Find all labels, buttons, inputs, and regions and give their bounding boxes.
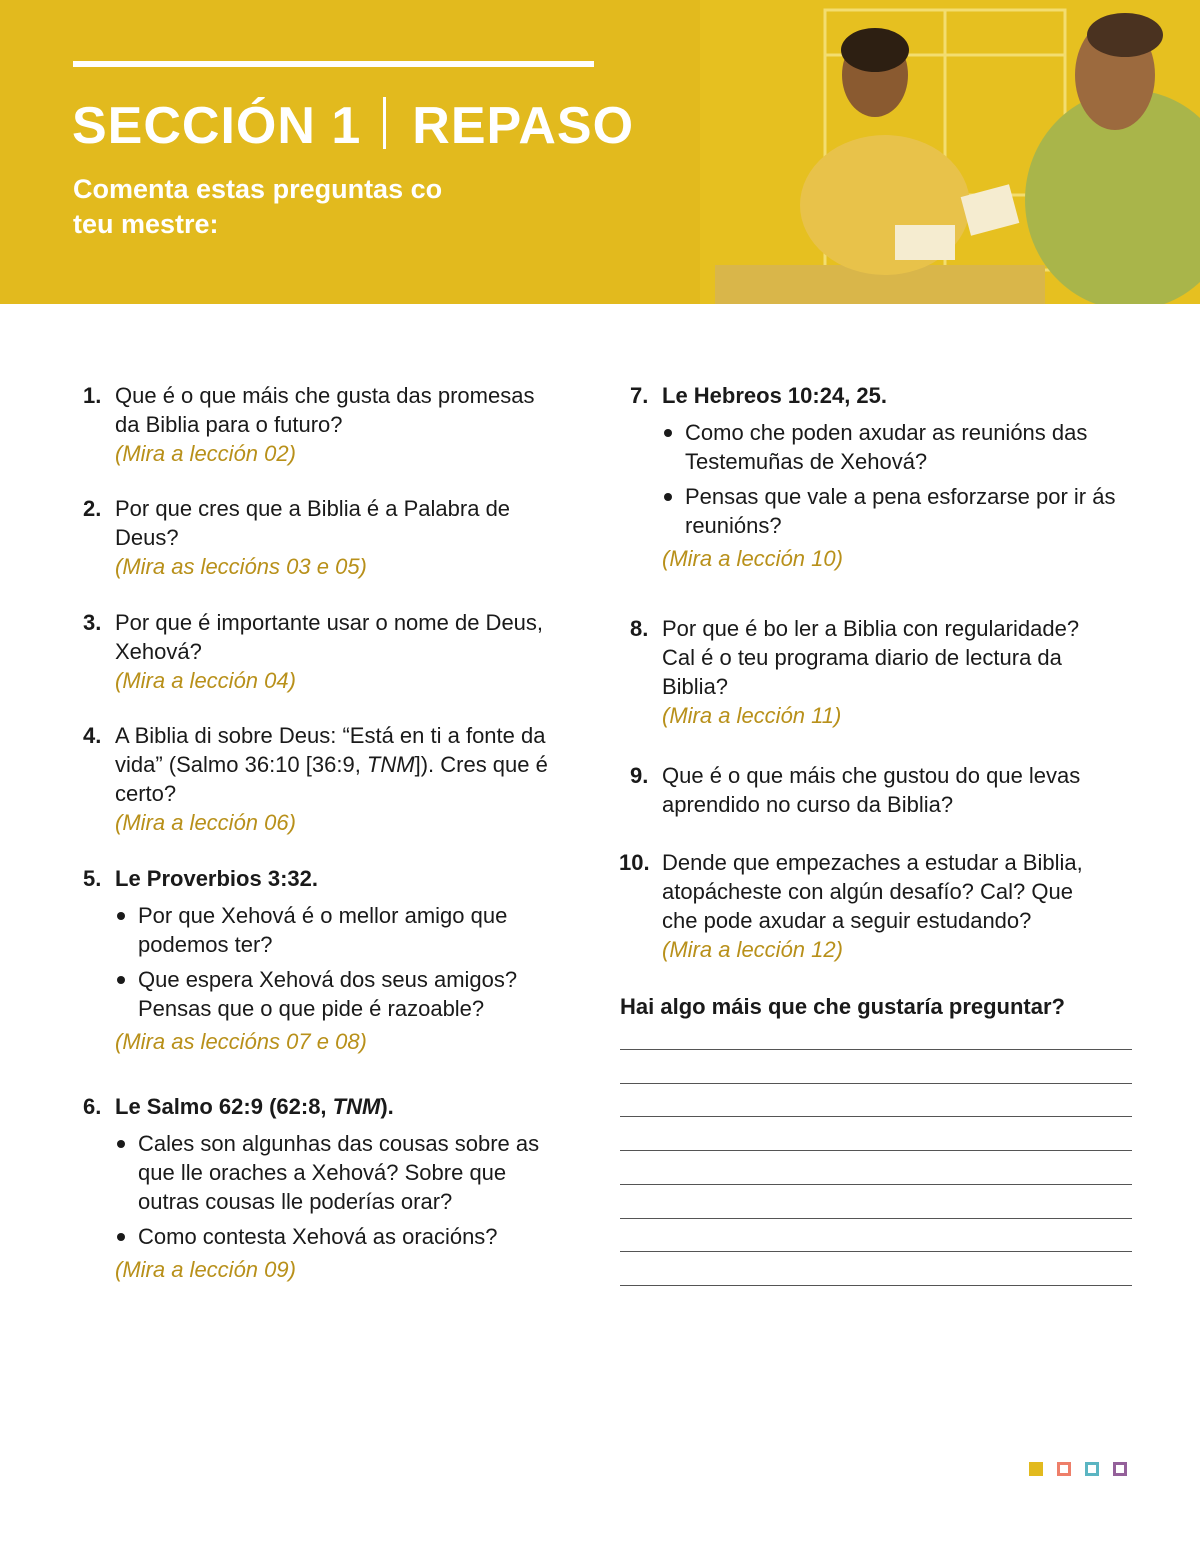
bullet-item: Como che poden axudar as reunións das Testemuñas de Xehová? — [662, 418, 1120, 476]
answer-line[interactable] — [620, 1251, 1132, 1252]
question-text: Por que cres que a Biblia é a Palabra de Deus? — [115, 496, 511, 550]
section-indicator-filled — [1029, 1462, 1043, 1476]
answer-line[interactable] — [620, 1218, 1132, 1219]
question-number: 7. — [630, 383, 649, 408]
study-illustration — [700, 0, 1200, 304]
title-divider — [383, 97, 386, 149]
question-text: Que é o que máis che gustou do que levas aprendido no curso da Biblia? — [662, 763, 1081, 817]
question-9 — [630, 761, 1100, 819]
section-label: SECCIÓN 1 — [72, 97, 362, 155]
question-text: Por que é importante usar o nome de Deus, Xehová? — [115, 610, 544, 664]
question-number: 3. — [83, 610, 102, 635]
question-number: 10. — [619, 850, 650, 875]
lesson-reference: (Mira a lección 12) — [662, 937, 843, 962]
review-label: REPASO — [412, 97, 635, 155]
question-5 — [83, 864, 548, 1056]
lesson-reference: (Mira a lección 02) — [115, 441, 296, 466]
question-number: 2. — [83, 496, 102, 521]
question-text: Que é o que máis che gusta das promesas da Biblia para o futuro? — [115, 383, 535, 437]
section-indicator-empty — [1085, 1462, 1099, 1476]
question-text-end: ]). Cres que é certo? — [115, 752, 548, 806]
answer-line[interactable] — [620, 1285, 1132, 1286]
question-number: 5. — [83, 866, 102, 891]
lesson-reference: (Mira as leccións 03 e 05) — [115, 554, 367, 579]
question-number: 9. — [630, 763, 649, 788]
page-title — [72, 96, 634, 156]
answer-line[interactable] — [620, 1150, 1132, 1151]
question-text: Dende que empezaches a estudar a Biblia, atopácheste con algún desafío? Cal? Que che pode axudar a seguir estudando? — [662, 850, 1083, 933]
lesson-reference: (Mira a lección 11) — [662, 703, 842, 728]
answer-line[interactable] — [620, 1116, 1132, 1117]
translation-abbrev: TNM — [366, 752, 415, 777]
subtitle: Comenta estas preguntas co teu mestre: — [73, 174, 443, 239]
question-7 — [630, 381, 1120, 573]
bullet-item: Pensas que vale a pena esforzarse por ir ás reunións? — [662, 482, 1120, 540]
bullet-item: Como contesta Xehová as oracións? — [115, 1222, 553, 1251]
bullet-item: Que espera Xehová dos seus amigos? Pensas que o que pide é razoable? — [115, 965, 548, 1023]
question-text: Le Salmo 62:9 (62:8, — [115, 1094, 333, 1119]
question-2 — [83, 494, 563, 581]
lesson-reference: (Mira a lección 06) — [115, 810, 296, 835]
lesson-reference: (Mira a lección 04) — [115, 668, 296, 693]
translation-abbrev: TNM — [332, 1094, 381, 1119]
question-number: 8. — [630, 616, 649, 641]
question-text: Le Hebreos 10:24, 25. — [662, 383, 888, 408]
question-text-end: ). — [380, 1094, 394, 1119]
header-banner — [0, 0, 1200, 304]
answer-line[interactable] — [620, 1083, 1132, 1084]
question-6 — [83, 1092, 553, 1284]
bullet-item: Cales son algunhas das cousas sobre as que lle oraches a Xehová? Sobre que outras cousas lle poderías orar? — [115, 1129, 553, 1216]
question-4 — [83, 721, 548, 837]
lesson-reference: (Mira as leccións 07 e 08) — [115, 1029, 367, 1054]
question-10 — [619, 848, 1109, 964]
section-indicator-empty — [1057, 1462, 1071, 1476]
question-number: 6. — [83, 1094, 102, 1119]
question-text: A Biblia di sobre Deus: “Está en ti a fonte da vida” (Salmo 36:10 [36:9, — [115, 723, 546, 777]
question-text: Por que é bo ler a Biblia con regularidade? Cal é o teu programa diario de lectura da Biblia? — [662, 616, 1080, 699]
header-rule — [73, 61, 594, 67]
lesson-reference: (Mira a lección 09) — [115, 1257, 296, 1282]
question-number: 1. — [83, 383, 102, 408]
question-8 — [630, 614, 1110, 730]
question-text: Le Proverbios 3:32. — [115, 866, 318, 891]
bullet-item: Por que Xehová é o mellor amigo que podemos ter? — [115, 901, 548, 959]
question-number: 4. — [83, 723, 102, 748]
answer-line[interactable] — [620, 1184, 1132, 1185]
extra-question-prompt: Hai algo máis que che gustaría preguntar? — [620, 994, 1065, 1019]
section-indicator-empty — [1113, 1462, 1127, 1476]
answer-line[interactable] — [620, 1049, 1132, 1050]
question-1 — [83, 381, 563, 468]
lesson-reference: (Mira a lección 10) — [662, 546, 843, 571]
question-3 — [83, 608, 568, 695]
